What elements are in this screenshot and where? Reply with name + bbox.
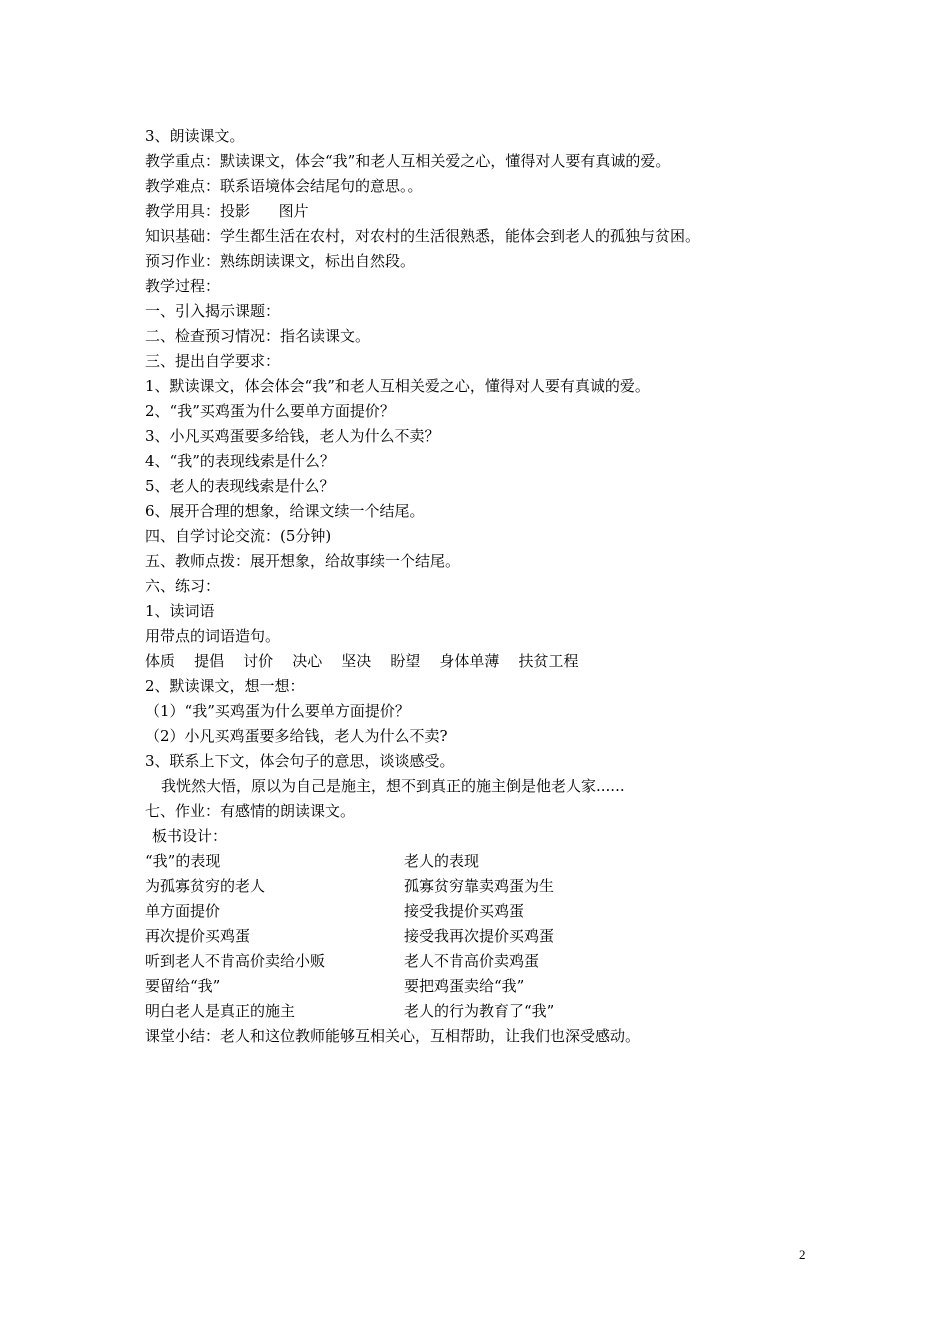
board-design-table — [145, 849, 825, 1024]
class-summary: 课堂小结：老人和这位教师能够互相关心，互相帮助，让我们也深受感动。 — [145, 1027, 641, 1045]
board-row — [145, 949, 825, 974]
text-line: 知识基础：学生都生活在农村，对农村的生活很熟悉，能体会到老人的孤独与贫困。 — [145, 227, 701, 245]
quoted-sentence: 我恍然大悟，原以为自己是施主，想不到真正的施主倒是他老人家...... — [161, 777, 625, 795]
text-line: 一、引入揭示课题： — [145, 302, 281, 320]
board-cell-me: “我”的表现 — [145, 852, 221, 870]
text-line: 5、老人的表现线索是什么？ — [145, 477, 335, 495]
text-line: 教学用具：投影 图片 — [145, 202, 309, 220]
text-line: 1、默读课文，体会体会“我”和老人互相关爱之心，懂得对人要有真诚的爱。 — [145, 377, 650, 395]
text-line: 五、教师点拨：展开想象，给故事续一个结尾。 — [145, 552, 461, 570]
board-cell-elder: 要把鸡蛋卖给“我” — [404, 977, 525, 995]
text-line: 三、提出自学要求： — [145, 352, 281, 370]
document-body — [145, 124, 825, 1049]
board-row — [145, 874, 825, 899]
text-line: 六、练习： — [145, 577, 221, 595]
board-cell-me: 明白老人是真正的施主 — [145, 1002, 296, 1020]
text-line: 3、小凡买鸡蛋要多给钱，老人为什么不卖？ — [145, 427, 440, 445]
text-line: 教学难点：联系语境体会结尾句的意思。。 — [145, 177, 423, 195]
text-line: 教学过程： — [145, 277, 221, 295]
board-cell-me: 听到老人不肯高价卖给小贩 — [145, 952, 326, 970]
text-line: 二、检查预习情况：指名读课文。 — [145, 327, 371, 345]
text-line: 七、作业：有感情的朗读课文。 — [145, 802, 356, 820]
board-row — [145, 849, 825, 874]
board-row — [145, 974, 825, 999]
text-line: 2、“我”买鸡蛋为什么要单方面提价？ — [145, 402, 395, 420]
text-line: （2）小凡买鸡蛋要多给钱，老人为什么不卖? — [145, 727, 448, 745]
board-cell-elder: 孤寡贫穷靠卖鸡蛋为生 — [404, 877, 555, 895]
board-row — [145, 899, 825, 924]
board-cell-me: 再次提价买鸡蛋 — [145, 927, 251, 945]
board-cell-elder: 接受我提价买鸡蛋 — [404, 902, 525, 920]
board-row — [145, 924, 825, 949]
text-line: 1、读词语 — [145, 602, 215, 620]
board-cell-me: 要留给“我” — [145, 977, 221, 995]
board-row — [145, 999, 825, 1024]
board-design-heading: 板书设计： — [152, 827, 228, 845]
board-cell-me: 单方面提价 — [145, 902, 221, 920]
page-number: 2 — [799, 1247, 806, 1262]
text-line: 预习作业：熟练朗读课文，标出自然段。 — [145, 252, 416, 270]
board-cell-elder: 老人不肯高价卖鸡蛋 — [404, 952, 540, 970]
board-cell-elder: 老人的表现 — [404, 852, 480, 870]
text-line: （1）“我”买鸡蛋为什么要单方面提价？ — [145, 702, 410, 720]
text-line: 2、默读课文，想一想： — [145, 677, 305, 695]
text-line: 6、展开合理的想象，给课文续一个结尾。 — [145, 502, 425, 520]
text-line: 3、联系上下文，体会句子的意思，谈谈感受。 — [145, 752, 455, 770]
text-line: 3、朗读课文。 — [145, 127, 245, 145]
text-line: 四、自学讨论交流：(5分钟) — [145, 527, 332, 545]
text-line: 用带点的词语造句。 — [145, 627, 281, 645]
text-line: 4、“我”的表现线索是什么？ — [145, 452, 335, 470]
vocabulary-line: 体质 提倡 讨价 决心 坚决 盼望 身体单薄 扶贫工程 — [145, 652, 579, 670]
board-cell-elder: 接受我再次提价买鸡蛋 — [404, 927, 555, 945]
board-cell-elder: 老人的行为教育了“我” — [404, 1002, 555, 1020]
text-line: 教学重点：默读课文，体会“我”和老人互相关爱之心，懂得对人要有真诚的爱。 — [145, 152, 671, 170]
board-cell-me: 为孤寡贫穷的老人 — [145, 877, 266, 895]
